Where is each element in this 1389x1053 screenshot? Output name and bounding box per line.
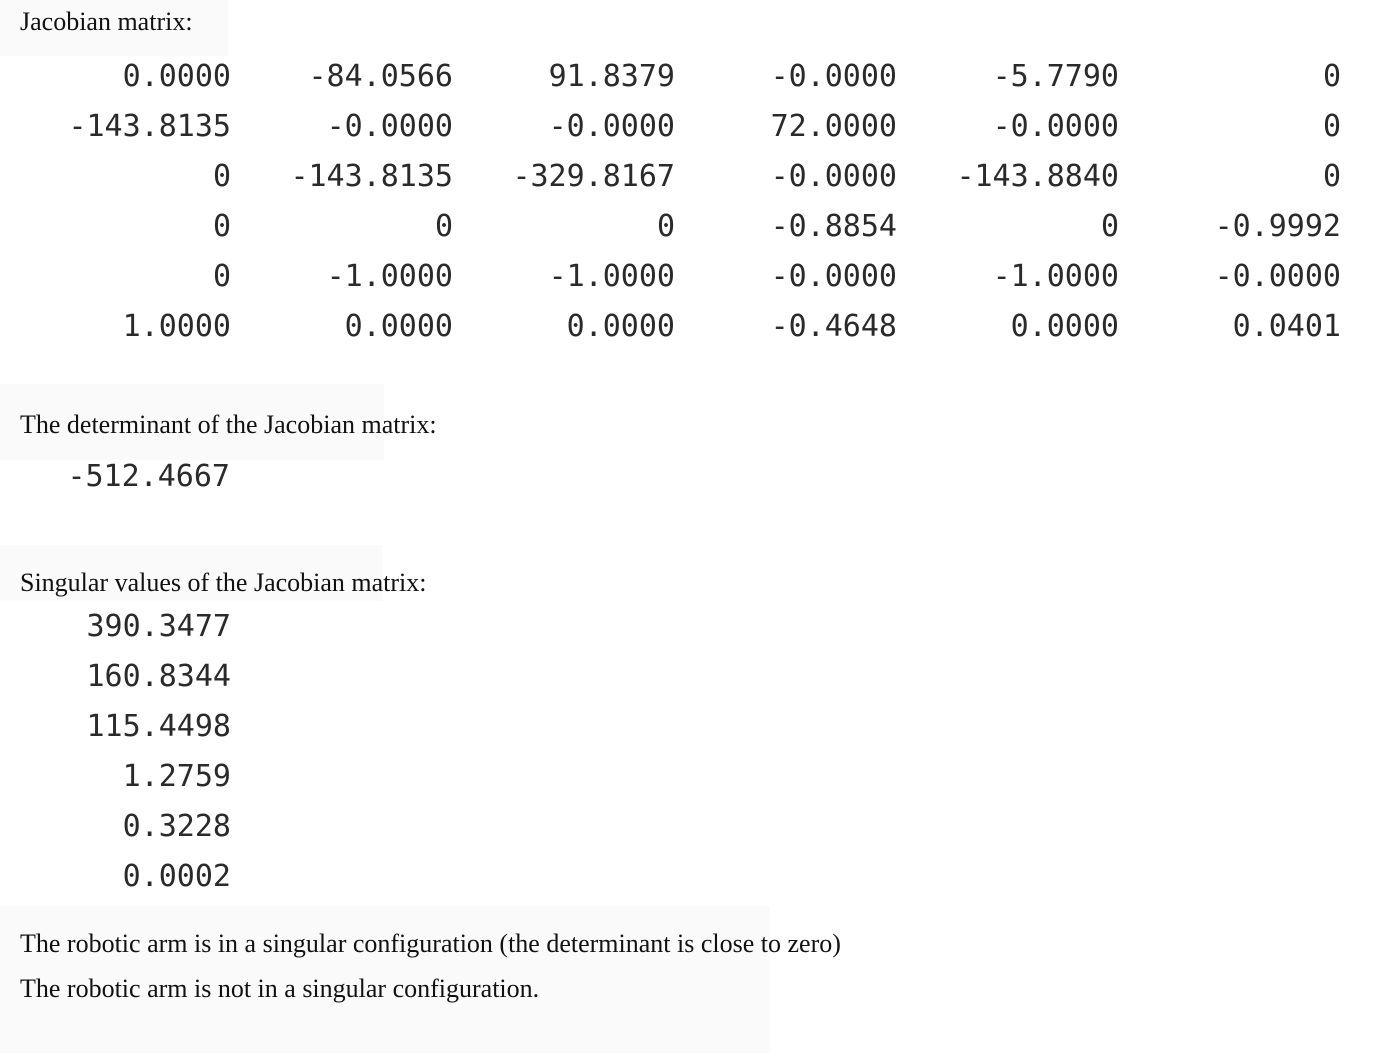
matrix-cell: -143.8135 [68,109,231,144]
jacobian-heading: Jacobian matrix: [20,7,193,36]
matrix-cell: -329.8167 [512,159,675,194]
determinant-value: -512.4667 [67,459,230,494]
matrix-cell: -0.4648 [770,309,897,344]
matrix-cell: -0.0000 [770,159,897,194]
matrix-cell: -1.0000 [548,259,675,294]
matrix-cell: -0.9992 [1214,209,1341,244]
matrix-cell: -0.0000 [770,259,897,294]
singular-heading: Singular values of the Jacobian matrix: [20,568,427,597]
matrix-cell: 0 [1322,159,1341,194]
singular-value: 390.3477 [86,609,231,644]
matrix-cell: 0 [1322,109,1341,144]
matrix-cell: 0 [1100,209,1119,244]
singular-value: 160.8344 [86,659,231,694]
matrix-cell: 0.0401 [1232,309,1341,344]
matrix-cell: -143.8840 [956,159,1119,194]
matrix-cell: 0.0000 [122,59,231,94]
not-singular-message: The robotic arm is not in a singular configuration. [20,974,540,1003]
singular-value: 0.0002 [122,859,231,894]
matrix-cell: 0 [1322,59,1341,94]
singular-value: 0.3228 [122,809,231,844]
matrix-cell: 0 [434,209,453,244]
matrix-cell: 0 [212,159,231,194]
matrix-cell: -1.0000 [326,259,453,294]
matrix-cell: -0.0000 [548,109,675,144]
matrix-cell: 0.0000 [344,309,453,344]
matrix-cell: -0.0000 [326,109,453,144]
matrix-cell: -0.0000 [992,109,1119,144]
matrix-cell: 0.0000 [1010,309,1119,344]
matrix-cell: -0.8854 [770,209,897,244]
matrix-cell: -0.0000 [770,59,897,94]
matrix-cell: -0.0000 [1214,259,1341,294]
determinant-heading: The determinant of the Jacobian matrix: [20,410,437,439]
matrix-cell: 0 [656,209,675,244]
matrix-cell: -84.0566 [308,59,453,94]
matrix-cell: 91.8379 [548,59,675,94]
singular-message: The robotic arm is in a singular configuration (the determinant is close to zero) [20,929,841,958]
matrix-cell: -1.0000 [992,259,1119,294]
matrix-cell: 0 [212,209,231,244]
singular-value: 1.2759 [122,759,231,794]
matrix-cell: 0.0000 [566,309,675,344]
matrix-cell: 0 [212,259,231,294]
matrix-cell: 1.0000 [122,309,231,344]
singular-value: 115.4498 [86,709,231,744]
matrix-cell: -143.8135 [290,159,453,194]
matrix-cell: -5.7790 [992,59,1119,94]
matrix-cell: 72.0000 [770,109,897,144]
